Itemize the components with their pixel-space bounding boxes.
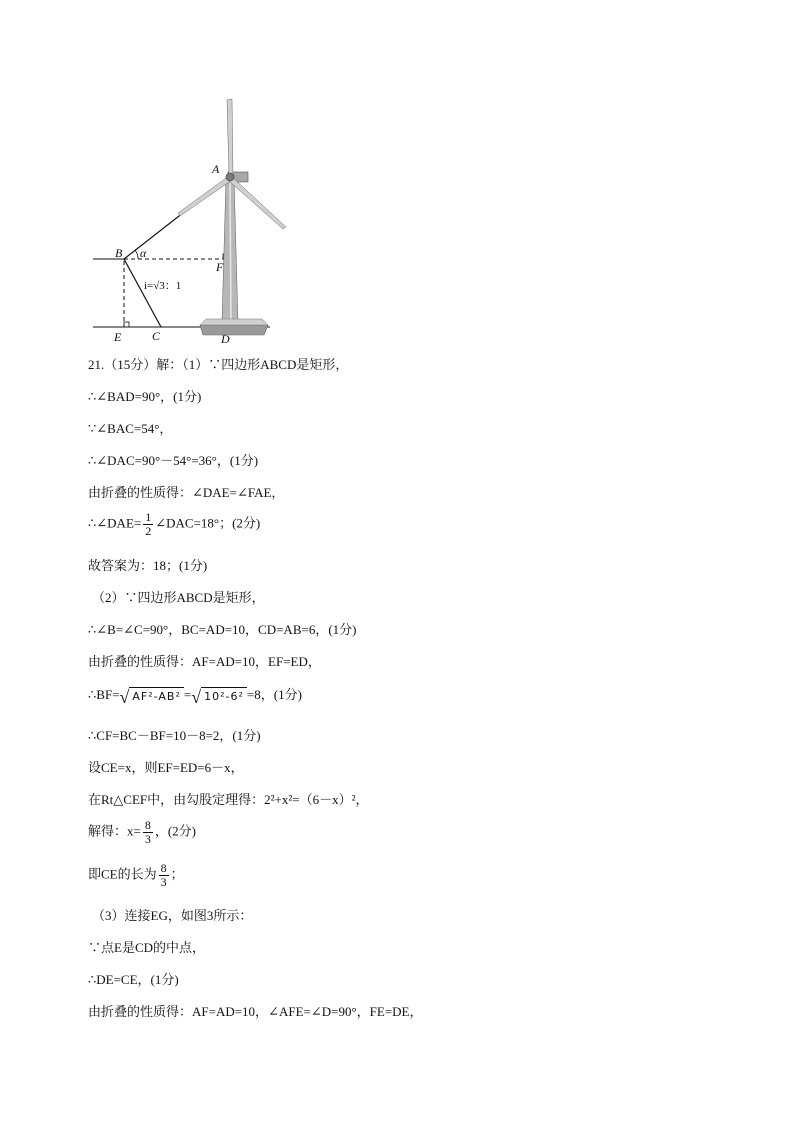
step-line: ∵点E是CD的中点， <box>88 940 206 955</box>
label-a: A <box>212 162 220 176</box>
figure-drawing <box>88 95 298 347</box>
frac-num: 8 <box>144 818 151 832</box>
sqrt-suffix: =8，(1分) <box>246 687 302 702</box>
label-f: F <box>216 260 224 274</box>
part3-heading: （3）连接EG，如图3所示： <box>92 908 253 923</box>
sqrt-eq: = <box>183 687 192 702</box>
frac-den: 3 <box>144 832 151 846</box>
fraction-eight-thirds <box>143 819 153 846</box>
frac-num: 1 <box>145 510 152 524</box>
result-line <box>88 862 184 889</box>
fraction-eight-thirds <box>159 862 169 889</box>
right-angle-e <box>124 322 129 327</box>
step-line: 设CE=x，则EF=ED=6－x， <box>88 760 244 775</box>
label-e: E <box>114 330 122 344</box>
solve-suffix: ，(2分) <box>154 823 197 839</box>
step-line: ∴∠B=∠C=90°，BC=AD=10，CD=AB=6，(1分) <box>88 622 357 637</box>
label-b: B <box>115 246 123 260</box>
radicand-1: AF²-AB² <box>129 687 183 706</box>
answer-line: 故答案为：18；(1分) <box>88 558 208 573</box>
frac-num: 8 <box>160 861 167 875</box>
label-d: D <box>221 332 230 346</box>
result-suffix: ； <box>170 866 184 882</box>
fraction-step-line <box>88 511 260 538</box>
fraction-half <box>143 511 153 538</box>
wind-turbine-figure <box>88 95 298 347</box>
step-line: ∴∠BAD=90°，(1分) <box>88 389 202 404</box>
sqrt-step-line <box>88 686 302 706</box>
radicand-2: 10²-6² <box>201 687 247 706</box>
sqrt-expr-2: √ 10²-6² <box>191 687 247 706</box>
solve-line <box>88 819 196 846</box>
turbine-hub <box>226 173 234 181</box>
solve-prefix: 解得：x= <box>88 823 141 839</box>
alpha-arc <box>135 250 138 259</box>
step-line: ∴CF=BC－BF=10－8=2，(1分) <box>88 728 261 743</box>
slope-line <box>124 259 161 327</box>
turbine-base <box>200 325 268 335</box>
label-c: C <box>152 329 161 343</box>
sqrt-prefix: ∴BF= <box>88 687 120 702</box>
frac-den: 3 <box>160 875 167 889</box>
label-alpha: α <box>140 246 147 260</box>
blade-right <box>229 176 286 229</box>
step-line: 由折叠的性质得：∠DAE=∠FAE， <box>88 485 285 500</box>
solution-heading: 21.（15分）解：（1）∵四边形ABCD是矩形， <box>88 357 349 372</box>
frac-suffix: ∠DAC=18°；(2分) <box>155 515 261 531</box>
blade-up <box>227 99 233 175</box>
step-line: ∴∠DAC=90°－54°=36°，(1分) <box>88 453 259 468</box>
step-line: ∴DE=CE，(1分) <box>88 972 179 987</box>
sqrt-expr-1: √ AF²-AB² <box>120 687 184 706</box>
step-line: 由折叠的性质得：AF=AD=10，EF=ED， <box>88 654 321 669</box>
step-line: 由折叠的性质得：AF=AD=10，∠AFE=∠D=90°，FE=DE， <box>88 1004 423 1019</box>
frac-prefix: ∴∠DAE= <box>88 515 142 531</box>
result-prefix: 即CE的长为 <box>88 866 157 882</box>
frac-den: 2 <box>145 524 152 538</box>
slope-ratio: i=√3：1 <box>144 280 182 292</box>
step-line: 在Rt△CEF中，由勾股定理得：2²+x²=（6－x）²， <box>88 792 369 807</box>
step-line: ∵∠BAC=54°， <box>88 421 173 436</box>
part2-heading: （2）∵四边形ABCD是矩形， <box>92 590 265 605</box>
blade-left <box>178 176 232 216</box>
